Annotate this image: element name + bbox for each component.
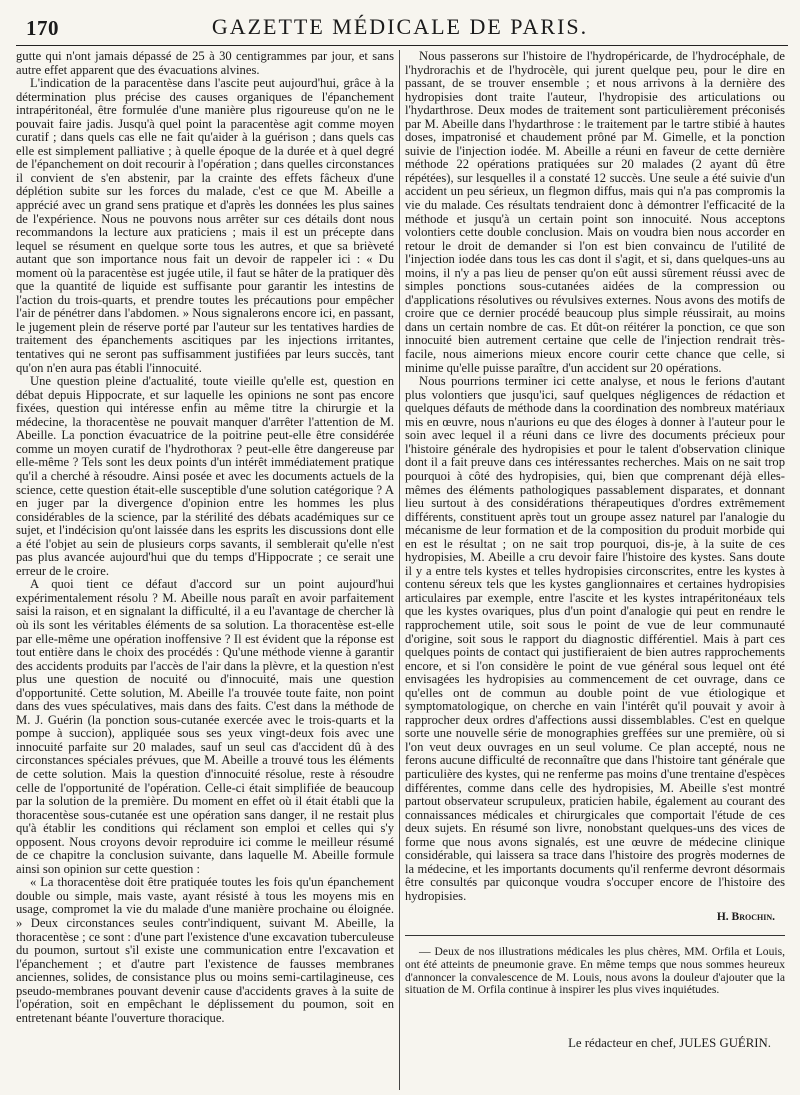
column-divider (399, 50, 400, 1090)
page-number: 170 (26, 16, 59, 40)
author-signature: H. Brochin. (716, 911, 775, 924)
left-paragraph: L'indication de la paracentèse dans l'ascite peut aujourd'hui, grâce à la détermination plus précise des causes organiques de l'épanchement intrapéritonéal, être formulée d'une manière plus rigoureuse qu'on ne le pouvait faire jadis. Jusqu'à quel point la paracentèse agit comme moyen curatif ; dans quels cas elle ne fait qu'aider à la guérison ; dans quels cas elle est simplement palliative ; à quelle époque de la durée et à quel degré de l'épanchement on doit recourir à l'opération ; dans quelles circonstances il convient de s'en abstenir, par la crainte des effets fâcheux d'une déplétion subite sur les forces du malade, c'est ce que M. Abeille a apprécié avec un grand sens pratique et d'après les données les plus saines de l'expérience. Nous ne pouvons nous arrêter sur ces détails dont nous recommandons la lecture aux praticiens ; mais il est un précepte dans lequel se résument en quelque sorte tous les autres, et que sa brièveté autant que son importance nous fait un devoir de rappeler ici : « Du moment où la paracentèse est jugée utile, il faut se hâter de la pratiquer dès que la quantité de liquide est suffisante pour garantir les intestins de l'action du trois-quarts, et prendre toutes les précautions pour empêcher l'air de pénétrer dans l'abdomen. » Nous signalerons encore ici, en passant, le jugement plein de réserve porté par l'auteur sur les tentatives hardies de traitement des épanchements ascitiques par les injections irritantes, tentatives qui ne seront pas suffisamment justifiées par leurs succès, tant qu'on n'en aura pas établi l'innocuité. (16, 76, 394, 375)
section-separator (405, 935, 785, 936)
left-paragraph: A quoi tient ce défaut d'accord sur un point aujourd'hui expérimentalement résolu ? M. Abeille nous paraît en avoir parfaitement saisi la raison, et en signalant la difficulté, il a eu l'avantage de chercher là où ils sont les véritables éléments de sa solution. La thoracentèse est-elle par elle-même une opération inoffensive ? Il est évident que la réponse est tout entière dans le choix des procédés : Qu'une méthode vienne à garantir des accidents produits par l'accès de l'air dans la plèvre, et la question n'est plus une question de nocuité ou d'innocuité, mais une question d'opportunité. Cette solution, M. Abeille l'a trouvée toute faite, non point dans des vues spéculatives, mais dans des faits. C'est dans la méthode de M. J. Guérin (la ponction sous-cutanée exercée avec le trois-quarts et la pompe à succion), appliquée sous ses yeux vingt-deux fois avec une innocuité parfaite sur 20 malades, sauf un seul cas d'accident dû à des circonstances spéciales prévues, que M. Abeille a trouvé tous les éléments de cette solution. Mais la question d'innocuité résolue, reste à résoudre celle de l'opportunité de l'opération. Celle-ci était simplifiée de beaucoup par la solution de la première. Du moment en effet où il était établi que la thoracentèse sous-cutanée est une opération sans danger, il ne restait plus qu'à établir les conditions qui réclament son emploi et celles qui s'y opposent. Nous croyons devoir reproduire ici comme le meilleur résumé de ce chapitre la conclusion suivante, dans laquelle M. Abeille formule ainsi son opinion sur cette question : (16, 577, 394, 876)
right-column (405, 50, 785, 1090)
page-header (8, 2, 792, 46)
right-paragraph: Nous pourrions terminer ici cette analyse, et nous le ferions d'autant plus volontiers que jusqu'ici, sauf quelques négligences de rédaction et quelques défauts de méthode dans la coordination des nombreux matériaux mis en œuvre, nous n'aurions eu que des éloges à donner à l'auteur pour le soin avec lequel il a réuni dans ce livre des documents précieux pour l'histoire générale des hydropisies et pour le talent d'observation clinique dont il a fait preuve dans ces intéressantes recherches. Mais on ne sait trop pourquoi à côté des hydropisies, qui, bien que comprenant déjà elles-mêmes des éléments pathologiques passablement disparates, et donnant lieu surtout à des considérations thérapeutiques d'ordres extrêmement différents, constituent après tout un groupe assez naturel par l'analogie du mécanisme de leur formation et de la composition du produit morbide qui en est le résultat ; on ne sait trop pourquoi, dis-je, à la suite de ces hydropisies, M. Abeille a cru devoir faire l'histoire des kystes. Sans doute il y a entre tels kystes et telles hydropisies circonscrites, entre les kystes à contenu séreux tels que les kystes ganglionnaires et certaines hydropisies articulaires par exemple, entre l'ascite et les kystes intrapéritonéaux tels que les kystes ovariques, plus d'un point d'analogie qui peut en rendre le rapprochement utile, soit sous le point de vue de leur communauté d'origine, soit sous le rapport du diagnostic différentiel. Mais à part ces quelques points de contact qui justifieraient de bien autres rapprochements encore, et si l'on considère le point de vue général sous lequel ont été envisagées les hydropisies au commencement de cet ouvrage, dans ce qu'elles ont de commun au double point de vue étiologique et symptomatologique, on cherche en vain l'intérêt qu'il pouvait y avoir à rapprocher deux ordres d'affections aussi dissemblables. C'est en quelque sorte une nouvelle série de monographies greffées sur une première, où si l'on veut deux ouvrages en un seul volume. Ce plan accepté, nous ne ferons aucune difficulté de reconnaître que dans l'histoire tant générale que particulière des kystes, qui ne renferme pas moins d'une trentaine d'espèces différentes, comme dans celle des hydropisies, M. Abeille s'est montré partout observateur scrupuleux, praticien habile, également au courant des connaissances médicales et chirurgicales que comportait l'étude de ces deux sujets. En résumé son livre, nonobstant quelques-uns des vices de forme que nous avons signalés, est une œuvre de médecine clinique considérable, qui laissera sa trace dans l'histoire des progrès modernes de la médecine, et les importants documents qu'il renferme devront désormais être consultés par quiconque voudra s'occuper encore de l'histoire des hydropisies. (405, 374, 785, 903)
left-paragraph: « La thoracentèse doit être pratiquée toutes les fois qu'un épanchement double ou simple, mais vaste, ayant résisté à tous les moyens mis en usage, compromet la vie du malade d'une manière prochaine ou éloignée. » Deux circonstances seules contr'indiquent, suivant M. Abeille, la thoracentèse ; ce sont : d'une part l'existence d'une excavation tuberculeuse du poumon, surtout s'il existe une communication entre l'excavation et l'épanchement ; et d'autre part l'existence de fausses membranes anciennes, solides, de consistance plus ou moins semi-cartilagineuse, ces pseudo-membranes pouvant devenir cause d'accidents graves à la suite de l'opération, soit en empêchant le déplissement du poumon, soit en entretenant béante l'ouverture thoracique. (16, 875, 394, 1025)
editor-in-chief-line: Le rédacteur en chef, JULES GUÉRIN. (568, 1036, 771, 1051)
news-notice (405, 946, 785, 997)
left-column (16, 50, 394, 1090)
header-rule (16, 45, 788, 46)
left-paragraph: gutte qui n'ont jamais dépassé de 25 à 30 centigrammes par jour, et sans autre effet apparent que des évacuations alvines. (16, 50, 394, 77)
news-paragraph: — Deux de nos illustrations médicales les plus chères, MM. Orfila et Louis, ont été atteints de pneumonie grave. En même temps que nous sommes heureux d'annoncer la convalescence de M. Louis, nous avons la douleur d'ajouter que la situation de M. Orfila continue à inspirer les plus vives inquiétudes. (405, 945, 785, 997)
journal-title: GAZETTE MÉDICALE DE PARIS. (211, 14, 589, 39)
right-paragraph: Nous passerons sur l'histoire de l'hydropéricarde, de l'hydrocéphale, de l'hydrorachis et de l'hydrocèle, qui jurent quelque peu, pour le dire en passant, de se trouver ensemble ; et nous arrivons à la dernière des hydropisies dont traite l'auteur, l'hydropisie des articulations ou l'hydarthrose. Deux modes de traitement sont particulièrement préconisés par M. Abeille dans l'hydarthrose : le traitement par le tartre stibié à hautes doses, impatronisé et chaudement prôné par M. Gimelle, et la ponction suivie de l'injection iodée. M. Abeille a réuni en faveur de cette dernière méthode 22 opérations pratiquées sur 20 malades (2 ayant dû être répétées), sur lesquelles il a constaté 12 succès. Une seule a été suivie d'un accident un peu sérieux, un flegmon diffus, mais qui n'a pas compromis la vie du malade. Ces résultats tendraient donc à démontrer l'efficacité de la méthode et jusqu'à un certain point son innocuité. Nous acceptons volontiers cette double conclusion. Mais on voudra bien nous accorder en retour le droit de demander si l'on est bien convaincu de l'utilité de l'injection iodée dans tous les cas dont il s'agit, et si, dans quelques-uns au moins, il n'y a pas lieu de penser qu'on eût aussi sûrement réussi avec de simples ponctions sous-cutanées aidées de la compression ou d'applications résolutives ou révulsives externes. Nous avons des motifs de croire que ce dernier procédé beaucoup plus simple réussirait, au moins dans un certain nombre de cas. Et dût-on réitérer la ponction, ce que son innocuité bien autrement certaine que celle de l'injection rendrait très-facile, nous aimerions mieux encore courir cette chance que celle, si minime qu'elle puisse paraître, d'un accident sur 20 opérations. (405, 50, 785, 375)
left-paragraph: Une question pleine d'actualité, toute vieille qu'elle est, question en débat depuis Hippocrate, et sur laquelle les opinions ne sont pas encore fixées, question qui intéresse enfin au même titre la chirurgie et la médecine, la thoracentèse ne pouvait manquer d'arrêter l'attention de M. Abeille. La ponction évacuatrice de la poitrine peut-elle être considérée comme un moyen curatif de l'hydrothorax ? peut-elle être dangereuse par elle-même ? Tels sont les deux points d'un intérêt immédiatement pratique qu'il a cherché à résoudre. Ainsi posée et avec les documents actuels de la science, cette question était-elle susceptible d'une solution catégorique ? A en juger par la divergence d'opinion entre les hommes les plus considérables de la science, par la stérilité des débats académiques sur ce sujet, et l'indécision qu'ont laissée dans les esprits les discussions dont elle a été l'objet au sein de plusieurs corps savants, il semblerait qu'elle n'est pas plus avancée aujourd'hui que du temps d'Hippocrate ; ce serait une erreur de le croire. (16, 374, 394, 578)
